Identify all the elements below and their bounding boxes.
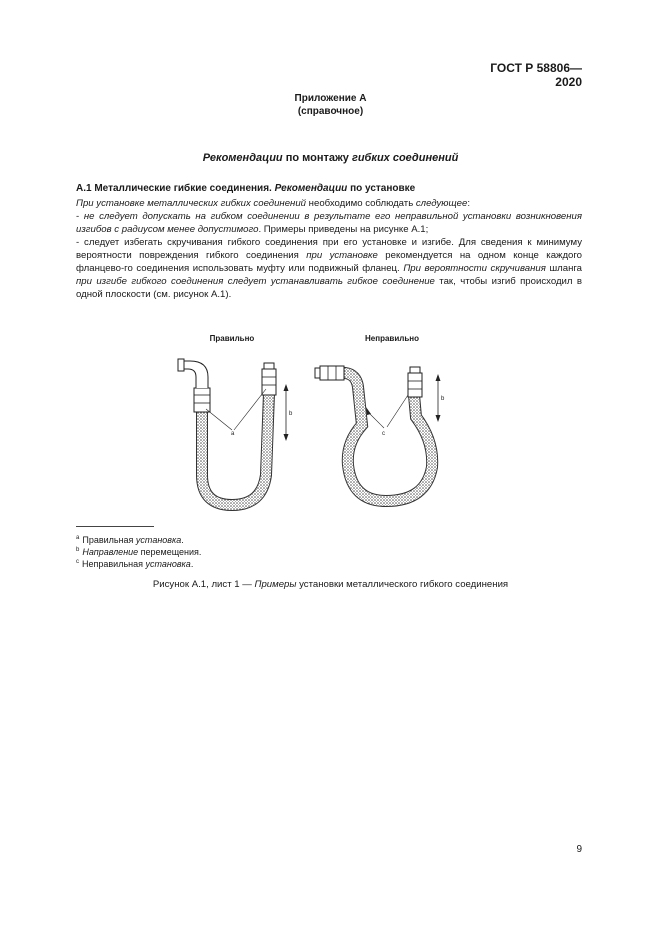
footnote-c-end: .: [190, 559, 194, 569]
right-fitting-vertical: [408, 373, 422, 397]
item-1-italic: не следует допускать на гибком соединении в результате его неправильной установки возникновения изгибов с радиусом менее допустимого: [76, 211, 582, 235]
appendix-title: Приложение А: [294, 93, 367, 104]
footnote-b-text: перемещения.: [138, 547, 202, 557]
title-part-2: по монтажу: [282, 152, 352, 164]
hose-installation-figure: [170, 325, 460, 520]
title-part-3: гибких соединений: [351, 152, 459, 164]
correct-hose: [178, 359, 293, 505]
intro-italic-2: следующее: [415, 198, 468, 209]
label-correct: Правильно: [209, 334, 255, 343]
mark-b-2: b: [441, 396, 445, 402]
footnote-c: [76, 556, 193, 570]
footnote-c-text: Неправильная: [82, 559, 146, 569]
page-number: 9: [576, 844, 582, 855]
item-1: [76, 210, 582, 236]
body-text: [76, 197, 582, 301]
item-2-plain-2: рекомендуется на одном конце каждого фланцево-го соединения использовать муфту или подвижный фланец.: [76, 250, 583, 274]
footnote-c-italic: установка: [145, 559, 191, 569]
mark-a: a: [231, 431, 235, 437]
standard-number: ГОСТ Р 58806—2020: [490, 61, 582, 89]
section-part-2: Рекомендации: [274, 183, 348, 194]
elbow-fitting: [184, 361, 208, 388]
mark-c: c: [382, 431, 385, 437]
footnote-divider: [76, 526, 154, 527]
footnote-a-text: Правильная: [82, 535, 136, 545]
appendix-heading: [0, 92, 661, 118]
section-heading: [76, 183, 415, 194]
item-2-italic-2: При вероятности скручивания: [403, 263, 546, 274]
caption-part-3: установки металлического гибкого соединения: [296, 579, 509, 590]
caption-part-2: Примеры: [254, 579, 297, 590]
incorrect-hose: [315, 366, 445, 501]
intro-italic: При установке металлических гибких соединений: [76, 198, 307, 209]
item-1-dash: -: [76, 211, 84, 222]
footnote-a-mark: a: [76, 535, 80, 541]
title-part-1: Рекомендации: [202, 152, 283, 164]
footnote-a-end: .: [181, 535, 184, 545]
caption-part-1: Рисунок А.1, лист 1 —: [152, 579, 255, 590]
section-part-1: А.1 Металлические гибкие соединения.: [76, 183, 275, 194]
item-2-plain-4: так, чтобы изгиб происходил в одной плоскости (см. рисунок А.1).: [76, 276, 582, 300]
footnote-b-mark: b: [76, 547, 80, 553]
footnote-a-italic: установка: [135, 535, 182, 545]
left-fitting-horizontal: [320, 366, 344, 380]
page-title: [0, 152, 661, 164]
label-incorrect: Неправильно: [365, 334, 419, 343]
item-1-plain: . Примеры приведены на рисунке А.1;: [258, 224, 429, 235]
item-2-italic-1: при установке: [306, 250, 378, 261]
mark-b: b: [289, 411, 293, 417]
footnote-c-mark: c: [76, 559, 79, 565]
item-2-plain-1: - следует избегать скручивания гибкого соединения при его установке и изгибе. Для сведения к минимуму вероятности повреждения гибкого соединения: [76, 237, 582, 261]
intro-colon: :: [467, 198, 471, 209]
item-2-plain-3: шланга: [545, 263, 582, 274]
left-fitting: [194, 388, 210, 412]
appendix-subtitle: (справочное): [297, 106, 364, 117]
figure-caption: [0, 579, 661, 590]
item-2: [76, 236, 582, 301]
intro-plain: необходимо соблюдать: [306, 198, 416, 209]
item-2-italic-3: при изгибе гибкого соединения следует устанавливать гибкое соединение: [76, 276, 435, 287]
section-part-3: по установке: [347, 183, 416, 194]
footnote-b-italic: Направление: [82, 547, 139, 557]
intro-line: [76, 197, 582, 210]
